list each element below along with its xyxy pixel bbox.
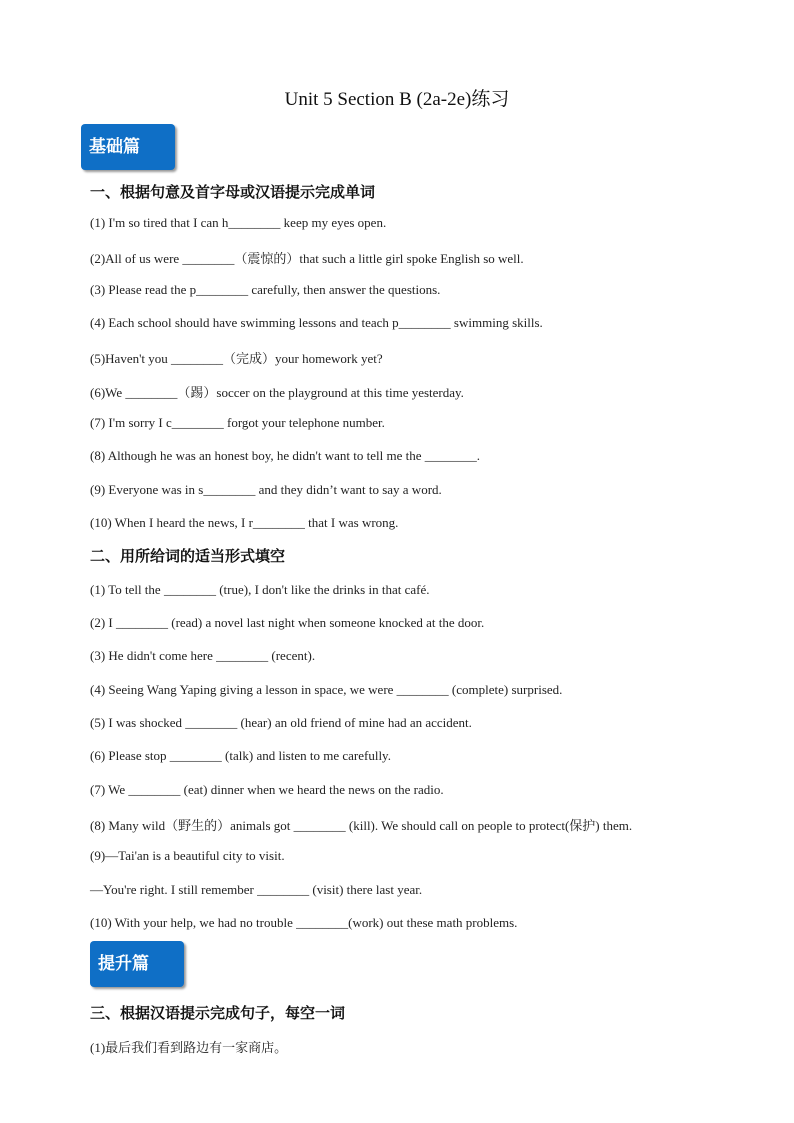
section2-item-7: (7) We ________ (eat) dinner when we heard the news on the radio. — [90, 782, 444, 797]
section1-item-3: (3) Please read the p________ carefully, then answer the questions. — [90, 282, 441, 297]
section2-item-2: (2) I ________ (read) a novel last night when someone knocked at the door. — [90, 615, 485, 630]
section1-heading: 一、根据句意及首字母或汉语提示完成单词 — [90, 183, 376, 201]
section1-item-6: (6)We ________（踢）soccer on the playground at this time yesterday. — [90, 385, 464, 400]
section1-item-5: (5)Haven't you ________（完成）your homework yet? — [90, 351, 383, 366]
section2-item-10: (10) With your help, we had no trouble ________(work) out these math problems. — [90, 915, 518, 930]
section3-heading: 三、根据汉语提示完成句子，每空一词 — [90, 1004, 346, 1022]
section1-item-10: (10) When I heard the news, I r________ that I was wrong. — [90, 515, 399, 530]
section2-item-9-reply: —You're right. I still remember ________ (visit) there last year. — [90, 882, 423, 897]
section1-item-2: (2)All of us were ________（震惊的）that such a little girl spoke English so well. — [90, 251, 524, 266]
section2-item-1: (1) To tell the ________ (true), I don't like the drinks in that café. — [90, 582, 430, 597]
basic-section-badge: 基础篇 — [81, 124, 175, 170]
section2-item-3: (3) He didn't come here ________ (recent). — [90, 648, 316, 663]
section2-item-6: (6) Please stop ________ (talk) and listen to me carefully. — [90, 748, 391, 763]
section1-item-9: (9) Everyone was in s________ and they didn’t want to say a word. — [90, 482, 442, 497]
section2-item-8: (8) Many wild（野生的）animals got ________ (kill). We should call on people to protect(保护) them. — [90, 818, 633, 833]
section1-item-7: (7) I'm sorry I c________ forgot your telephone number. — [90, 415, 385, 430]
section1-item-4: (4) Each school should have swimming lessons and teach p________ swimming skills. — [90, 315, 543, 330]
section2-heading: 二、用所给词的适当形式填空 — [90, 547, 286, 565]
section1-item-1: (1) I'm so tired that I can h________ keep my eyes open. — [90, 215, 387, 230]
section3-item-1: (1)最后我们看到路边有一家商店。 — [90, 1040, 288, 1055]
section2-item-5: (5) I was shocked ________ (hear) an old friend of mine had an accident. — [90, 715, 472, 730]
page-title: Unit 5 Section B (2a-2e)练习 — [284, 89, 510, 110]
section2-item-9: (9)—Tai'an is a beautiful city to visit. — [90, 848, 285, 863]
section1-item-8: (8) Although he was an honest boy, he didn't want to tell me the ________. — [90, 448, 480, 463]
section2-item-4: (4) Seeing Wang Yaping giving a lesson in space, we were ________ (complete) surprised. — [90, 682, 563, 697]
advanced-section-badge: 提升篇 — [90, 941, 184, 987]
